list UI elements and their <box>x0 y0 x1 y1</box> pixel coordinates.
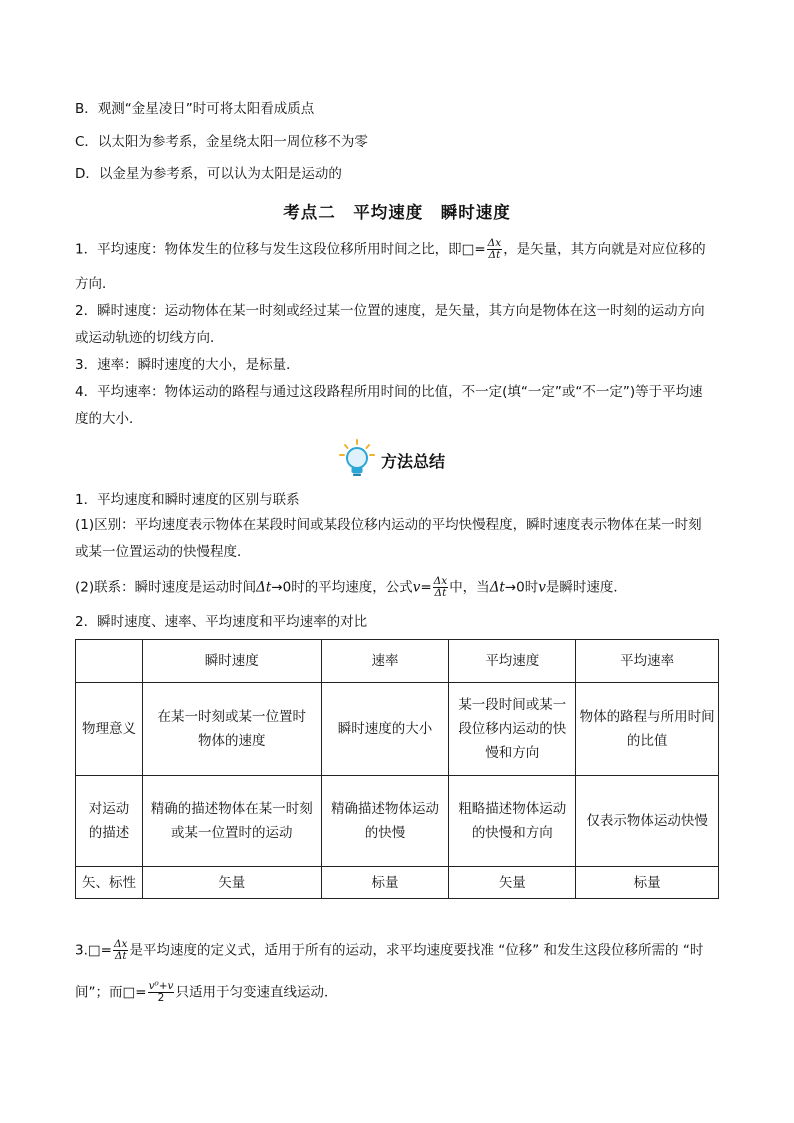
unknown-glyph-icon: □ <box>461 241 475 258</box>
table-row <box>76 683 719 776</box>
definition-1: 1．平均速度：物体发生的位移与发生这段位移所用时间之比，即□= $\frac{\Delta x}{\Delta t}$ ，是矢量，其方向就是对应位移的 <box>75 237 706 261</box>
note-3: 3.□= $\frac{\Delta x}{\Delta t}$ 是平均速度的定义式，适用于所有的运动，求平均速度要找准 “位移” 和发生这段位移所需的 “时 <box>75 938 704 962</box>
definition-2: 2．瞬时速度：运动物体在某一时刻或经过某一位置的速度，是矢量，其方向是物体在这一时刻的运动方向 <box>75 303 705 319</box>
table-cell: 精确描述物体运动的快慢 <box>321 776 449 867</box>
table-header-cell: 平均速度 <box>449 640 576 683</box>
table-cell: 精确的描述物体在某一时刻或某一位置时的运动 <box>142 776 321 867</box>
method-summary-title: 方法总结 <box>381 451 446 471</box>
table-cell: 标量 <box>321 867 449 899</box>
table-header-cell: 平均速率 <box>576 640 719 683</box>
unknown-glyph-icon: □ <box>87 942 101 959</box>
table-row <box>76 776 719 867</box>
definition-4-cont: 度的大小． <box>75 411 143 427</box>
table-header-cell: 瞬时速度 <box>142 640 321 683</box>
table-header-cell: 速率 <box>321 640 449 683</box>
fraction-dx-dt: $\frac{\Delta x}{\Delta t}$ <box>487 237 502 261</box>
fraction-dx-dt: $\frac{\Delta x}{\Delta t}$ <box>433 575 448 599</box>
table-cell: 在某一时刻或某一位置时物体的速度 <box>142 683 321 776</box>
section-title: 考点二 平均速度 瞬时速度 <box>283 203 511 222</box>
table-header-cell <box>76 640 143 683</box>
table-cell: 矢量 <box>142 867 321 899</box>
definition-4: 4．平均速率：物体运动的路程与通过这段路程所用时间的比值，不一定(填“一定”或“不一定”)等于平均速 <box>75 384 703 400</box>
table-row <box>76 867 719 899</box>
option-b: B．观测“金星凌日”时可将太阳看成质点 <box>75 101 315 117</box>
comparison-table <box>75 639 719 899</box>
definition-3: 3．速率：瞬时速度的大小，是标量． <box>75 357 300 373</box>
table-header-row <box>76 640 719 683</box>
table-cell: 标量 <box>576 867 719 899</box>
fraction-dx-dt: $\frac{\Delta x}{\Delta t}$ <box>113 938 128 962</box>
method-point-2: 2．瞬时速度、速率、平均速度和平均速率的对比 <box>75 614 368 630</box>
method-relation: (2)联系：瞬时速度是运动时间Δt→0时的平均速度，公式v= $\frac{\Delta x}{\Delta t}$ 中，当Δt→0时v是瞬时速度． <box>75 575 627 599</box>
table-cell: 物理意义 <box>76 683 143 776</box>
table-cell: 物体的路程与所用时间的比值 <box>576 683 719 776</box>
method-difference-cont: 或某一位置运动的快慢程度． <box>75 544 251 560</box>
method-point-1: 1．平均速度和瞬时速度的区别与联系 <box>75 492 300 508</box>
lightbulb-icon <box>337 438 377 482</box>
method-difference: (1)区别：平均速度表示物体在某段时间或某段位移内运动的平均快慢程度，瞬时速度表示物体在某一时刻 <box>75 517 702 533</box>
note-3-cont: 间”；而□= $\frac{\text{v⁰+v}}{2}$ 只适用于匀变速直线运动． <box>75 980 338 1004</box>
fraction-v0-v-over-2: $\frac{\text{v⁰+v}}{2}$ <box>148 980 174 1004</box>
unknown-glyph-icon: □ <box>122 984 136 1001</box>
option-c: C．以太阳为参考系，金星绕太阳一周位移不为零 <box>75 134 368 150</box>
table-cell: 矢量 <box>449 867 576 899</box>
option-d: D．以金星为参考系，可以认为太阳是运动的 <box>75 166 342 182</box>
table-cell: 矢、标性 <box>76 867 143 899</box>
definition-2-cont: 或运动轨迹的切线方向． <box>75 330 224 346</box>
table-cell: 粗略描述物体运动的快慢和方向 <box>449 776 576 867</box>
definition-1-cont: 方向． <box>75 276 116 292</box>
method-summary-badge <box>337 440 445 480</box>
table-cell: 仅表示物体运动快慢 <box>576 776 719 867</box>
table-cell: 对运动的描述 <box>76 776 143 867</box>
table-cell: 瞬时速度的大小 <box>321 683 449 776</box>
table-cell: 某一段时间或某一段位移内运动的快慢和方向 <box>449 683 576 776</box>
